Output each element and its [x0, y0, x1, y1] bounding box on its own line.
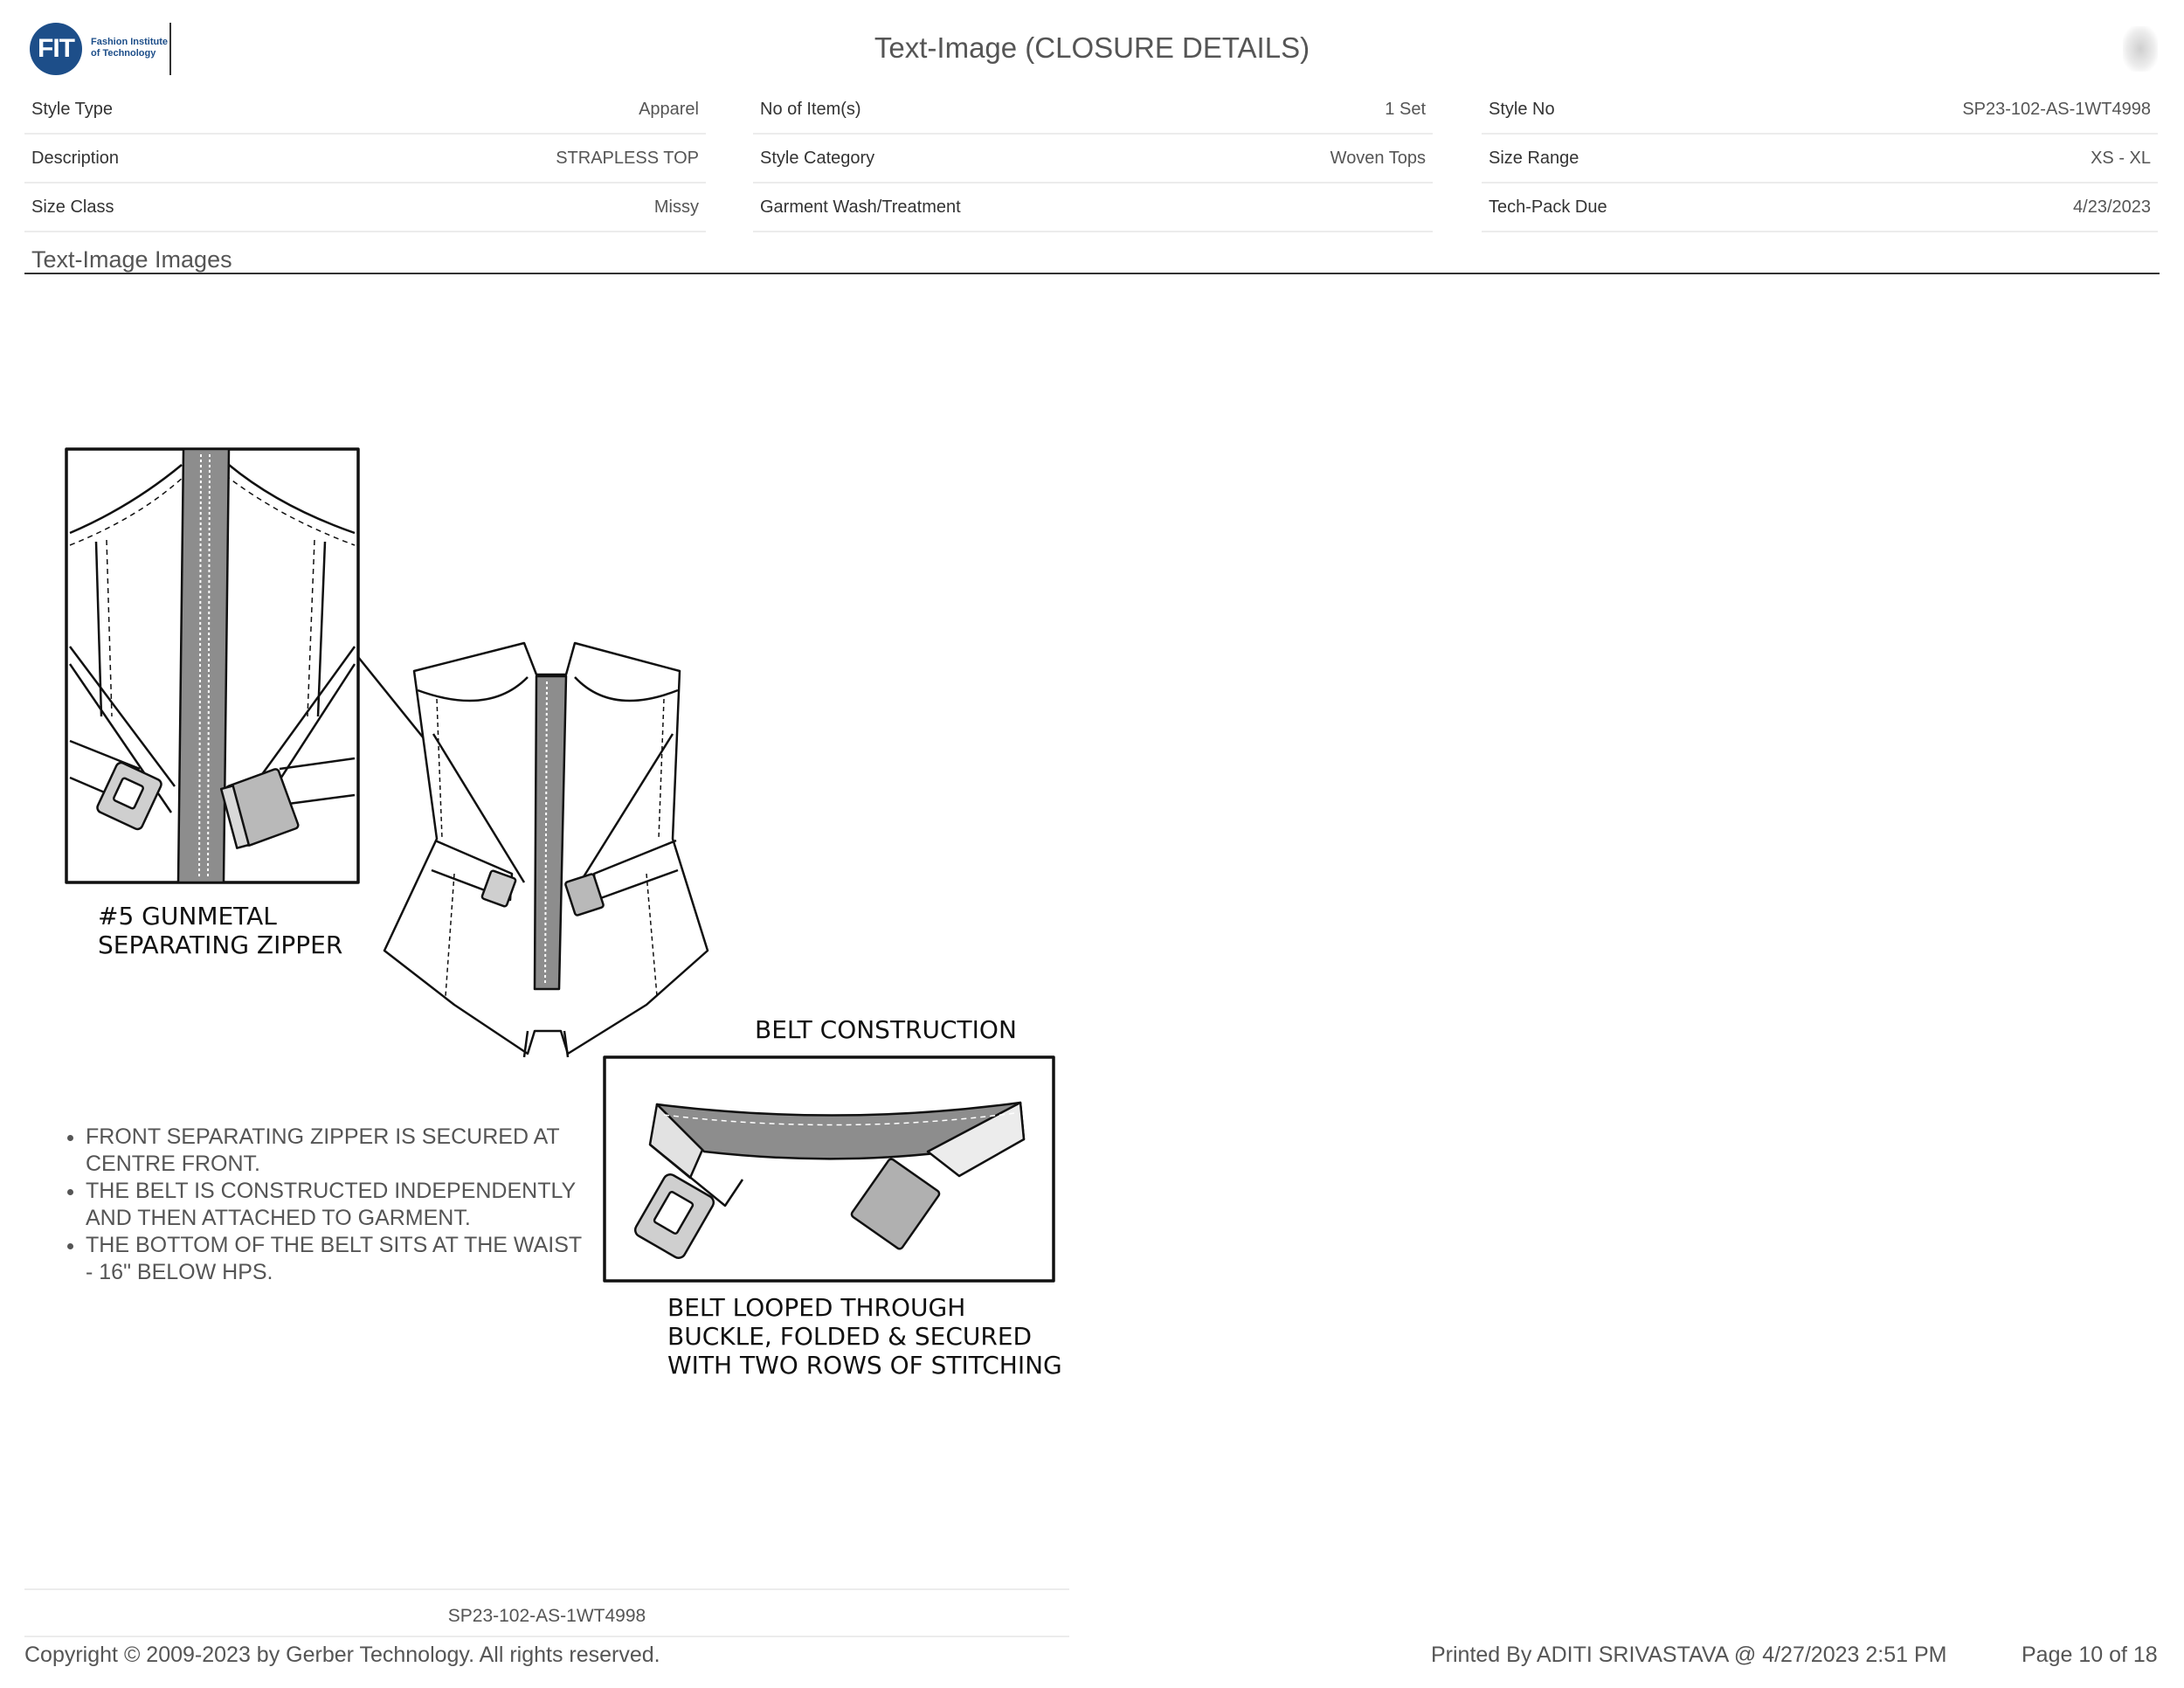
closure-note: • FRONT SEPARATING ZIPPER IS SECURED AT CENTRE FRONT.	[86, 1124, 592, 1178]
info-value: Apparel	[639, 99, 699, 119]
strapless-top-flat-sketch	[384, 643, 708, 1057]
info-label: Garment Wash/Treatment	[760, 197, 961, 217]
info-label: No of Item(s)	[760, 99, 861, 119]
closure-note: • THE BELT IS CONSTRUCTED INDEPENDENTLY AND THEN ATTACHED TO GARMENT.	[86, 1178, 592, 1232]
footer-style-no: SP23-102-AS-1WT4998	[447, 1606, 646, 1626]
info-value: STRAPLESS TOP	[556, 148, 699, 168]
belt-construction-inset	[605, 1057, 1054, 1281]
info-value: 4/23/2023	[2073, 197, 2151, 217]
footer-divider	[24, 1588, 1069, 1590]
belt-note	[667, 1293, 1062, 1380]
info-value: XS - XL	[2091, 148, 2151, 168]
info-label: Description	[31, 148, 120, 168]
page-number: Page 10 of 18	[2022, 1643, 2158, 1667]
copyright-text: Copyright © 2009-2023 by Gerber Technology. All rights reserved.	[24, 1643, 660, 1667]
closure-note: • THE BOTTOM OF THE BELT SITS AT THE WAIST - 16" BELOW HPS.	[86, 1232, 592, 1286]
info-label: Style Category	[760, 148, 875, 168]
info-value: Woven Tops	[1330, 148, 1426, 168]
zipper-label-line: SEPARATING ZIPPER	[98, 930, 343, 959]
footer-divider	[24, 1636, 1069, 1637]
info-value: SP23-102-AS-1WT4998	[1962, 99, 2151, 119]
belt-note-line: BELT LOOPED THROUGH	[667, 1293, 966, 1322]
printed-by-text: Printed By ADITI SRIVASTAVA @ 4/27/2023 2:51 PM	[1431, 1643, 1947, 1667]
info-value: 1 Set	[1385, 99, 1426, 119]
zipper-detail-inset	[66, 449, 358, 882]
belt-construction-title: BELT CONSTRUCTION	[755, 1015, 1017, 1044]
section-title: Text-Image Images	[31, 246, 232, 273]
belt-note-line: BUCKLE, FOLDED & SECURED	[667, 1322, 1033, 1351]
info-label: Size Class	[31, 197, 114, 217]
logo-text: Fashion Institute of Technology	[91, 37, 168, 59]
info-label: Size Range	[1489, 148, 1579, 168]
logo-mark: FIT	[38, 34, 74, 63]
info-label: Style Type	[31, 99, 114, 119]
zipper-label	[98, 902, 342, 959]
zipper-label-line: #5 GUNMETAL	[98, 902, 277, 930]
info-label: Style No	[1489, 99, 1555, 119]
belt-note-line: WITH TWO ROWS OF STITCHING	[667, 1351, 1062, 1380]
info-label: Tech-Pack Due	[1489, 197, 1607, 217]
info-value: Missy	[653, 197, 699, 217]
closure-notes-list	[52, 1124, 592, 1286]
page-title: Text-Image (CLOSURE DETAILS)	[874, 31, 1310, 64]
